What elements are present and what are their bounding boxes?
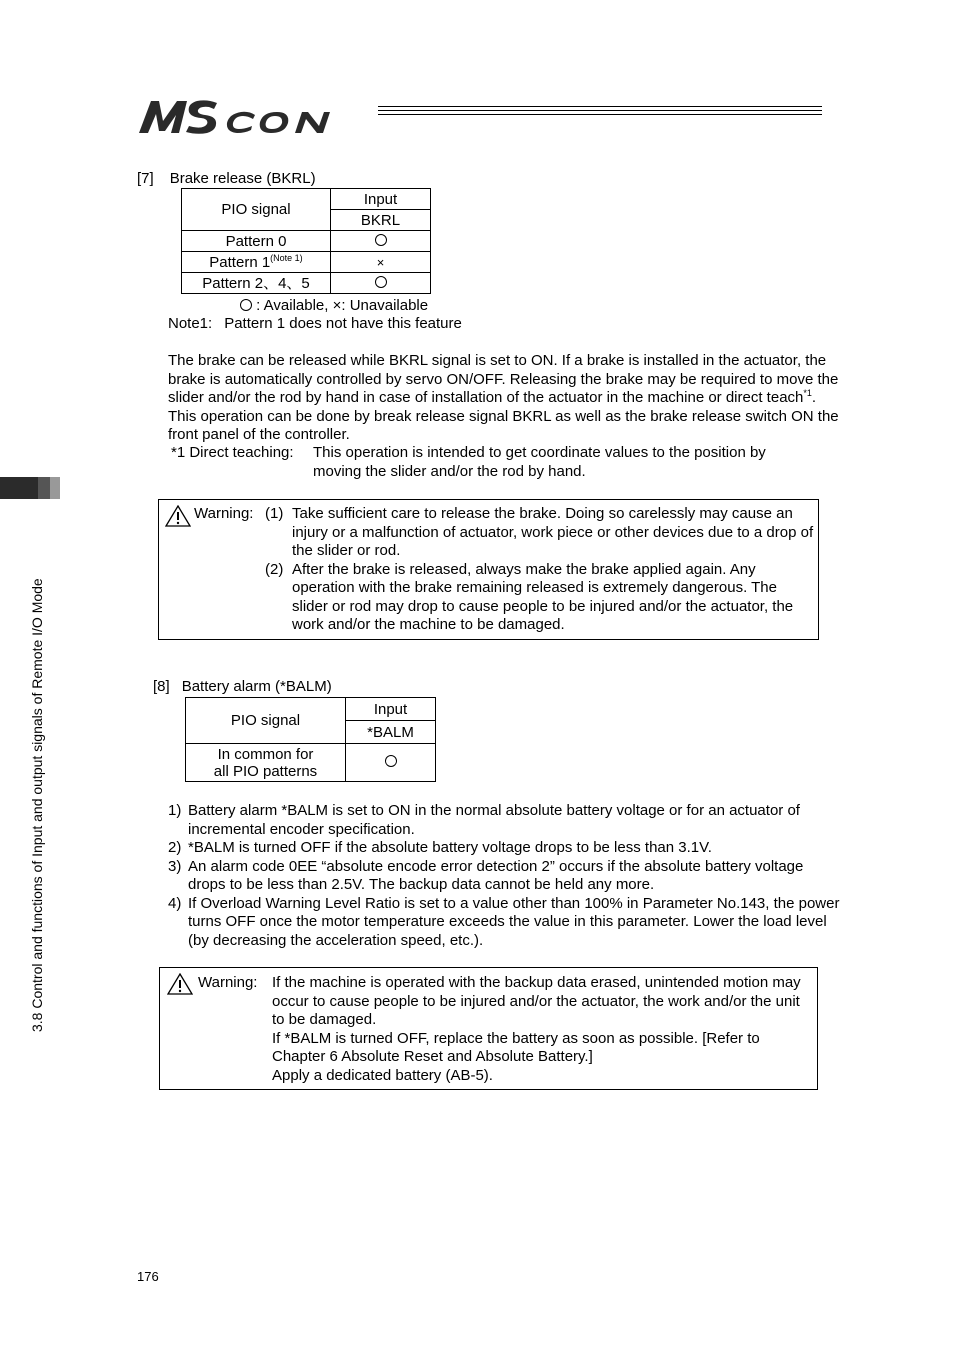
list-item: 2) *BALM is turned OFF if the absolute battery voltage drops to be less than 3.1V. [168,839,712,856]
warning-item: (1) Take sufficient care to release the brake. Doing so carelessly may cause an injury or a malfunction of actuator, work piece or other devices due to a drop of the slider or rod. [265,505,814,559]
warning-item: (2) After the brake is released, always make the brake applied again. Any operation with the brake remaining released is extremely dangerous. The slider or rod may drop to cause people to be injured and/or the actuator, the work and/or the machine to be damaged. [265,560,794,633]
availability-legend: : Available, ×: Unavailable [240,297,428,316]
available-mark [346,744,436,782]
table-row-label: In common for all PIO patterns [186,744,346,782]
table-row-label: Pattern 0 [182,231,331,252]
warning-list [265,505,815,635]
circle-icon [385,755,397,767]
footnote-label: *1 Direct teaching: [171,444,294,461]
header-rule-bottom [378,114,822,115]
section7-title: Brake release (BKRL) [169,170,316,187]
header-rule-top [378,106,822,107]
footnote-marker: *1 [803,388,812,398]
mscon-logo [137,95,369,137]
table-header-input: Input [331,189,431,210]
battery-warning-box [159,967,818,1090]
table-row-label: Pattern 2、4、5 [182,273,331,294]
section8-heading [153,678,332,697]
chapter-tab-dark [0,477,38,499]
warning-triangle-icon [165,505,191,527]
table-header-signal: *BALM [346,721,436,744]
note1 [168,315,462,334]
available-mark [331,231,431,252]
page-number: 176 [137,1269,159,1284]
table-row-label: Pattern $1^{(Note 1)}$ [182,252,331,273]
circle-icon [375,276,387,288]
table-header-pio-signal: PIO signal [186,698,346,744]
list-item: 1) Battery alarm *BALM is set to ON in the normal absolute battery voltage or for an actuator of incremental encoder specification. [168,802,800,838]
balm-list [168,802,844,950]
available-mark [331,273,431,294]
chapter-side-title: 3.8 Control and functions of Input and output signals of Remote I/O Mode [29,578,45,1032]
unavailable-mark: × [331,252,431,273]
brake-warning-box [158,499,819,640]
brake-description: The brake can be released while BKRL signal is set to ON. If a brake is installed in the actuator, the brake is automatically controlled by servo ON/OFF. Releasing the brake may be required to move the slider and/or the rod by hand in case of installation of the actuator in the machine or direct teach$^{*1}$. This operation can be done by break release signal BKRL as well as the brake release switch ON the front panel of the controller. [168,352,839,443]
section7-number: [7] [137,170,154,187]
header-rule-middle [378,110,822,111]
warning-label: Warning: [198,974,258,991]
table-header-input: Input [346,698,436,721]
balm-signal-table [185,697,436,782]
footnote-direct-teaching [171,444,841,481]
chapter-tab-mid [38,477,50,499]
table-header-signal: BKRL [331,210,431,231]
note-label: Note1: [168,315,213,332]
bkrl-signal-table [181,188,431,294]
chapter-tab-light [50,477,60,499]
warning-triangle-icon [167,973,193,995]
warning-text: If the machine is operated with the backup data erased, unintended motion may occur to cause people to be injured and/or the actuator, the work and/or the unit to be damaged. If *BALM is turned OFF, replace the battery as soon as possible. [Refer to Chapter 6 Absolute Reset and Absolute Battery.] Apply a dedicated battery (AB-5). [272,974,801,1084]
footnote-text: This operation is intended to get coordinate values to the position by moving the slider and/or the rod by hand. [313,444,766,480]
circle-icon [240,299,252,311]
list-item: 4) If Overload Warning Level Ratio is set to a value other than 100% in Parameter No.143, the power turns OFF once the motor temperature exceeds the value in this parameter. Lower the load level (by decreasing the acceleration speed, etc.). [168,894,840,949]
section7-heading [137,170,316,189]
note-text: Pattern 1 does not have this feature [224,315,462,332]
section8-title: Battery alarm (*BALM) [181,678,332,695]
note-marker: (Note 1) [270,252,303,263]
warning-label: Warning: [194,505,254,522]
list-item: 3) An alarm code 0EE “absolute encode error detection 2” occurs if the absolute battery voltage drops to be less than 2.5V. The backup data cannot be held any more. [168,857,804,893]
circle-icon [375,234,387,246]
section8-number: [8] [153,678,170,695]
table-header-pio-signal: PIO signal [182,189,331,231]
